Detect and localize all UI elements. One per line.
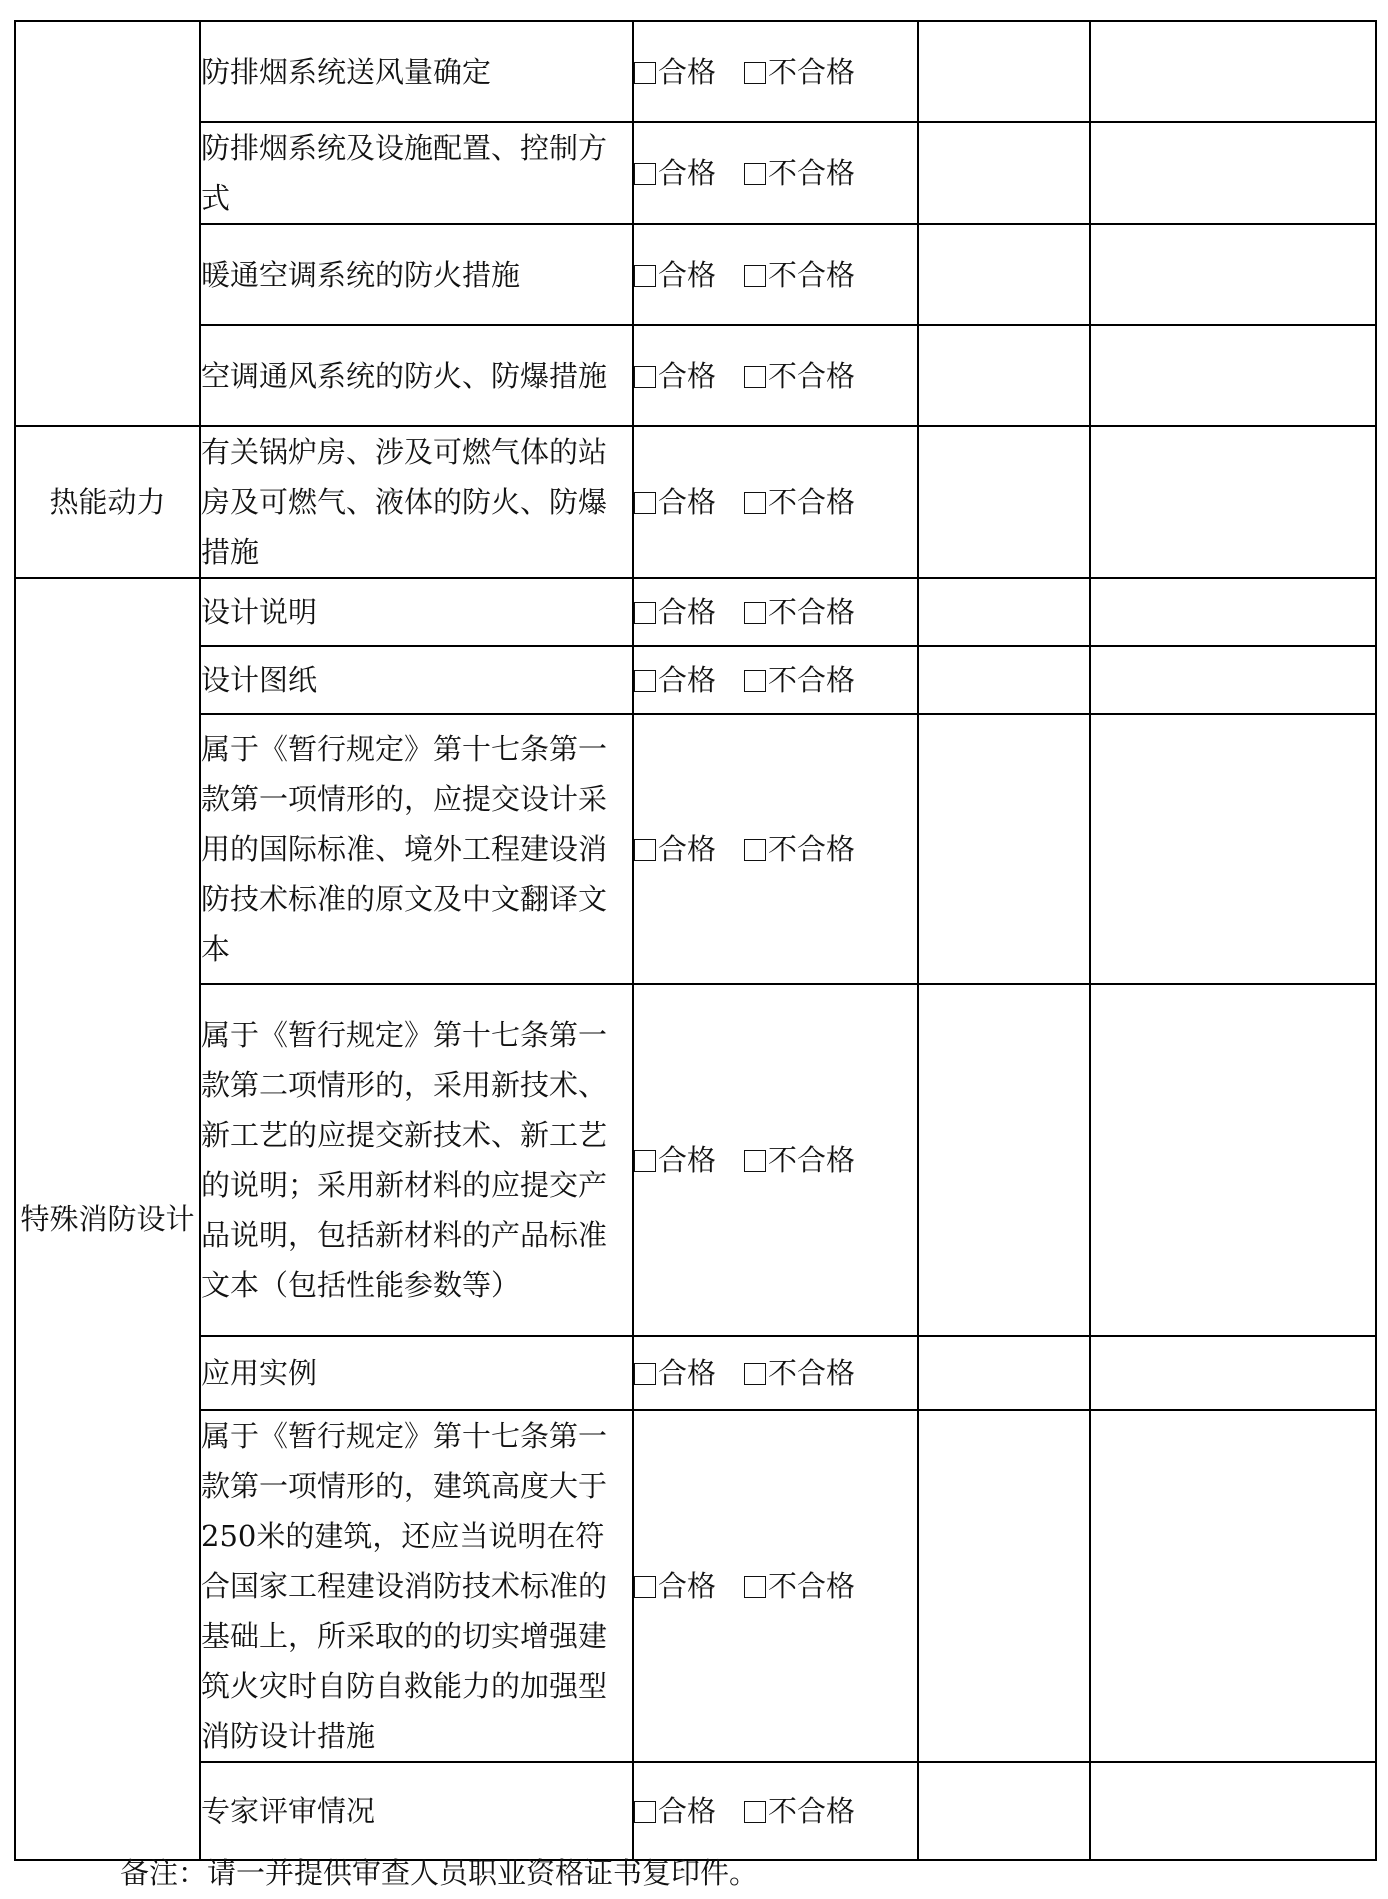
- blank-cell: [918, 1410, 1090, 1762]
- result-cell: [633, 646, 918, 714]
- table-row: [15, 984, 1376, 1336]
- checkbox-icon[interactable]: [634, 602, 656, 624]
- result-cell: [633, 578, 918, 646]
- checkbox-icon[interactable]: [634, 163, 656, 185]
- pass-label: 合格: [658, 832, 717, 866]
- blank-cell: [1090, 646, 1376, 714]
- pass-label: 合格: [658, 1143, 717, 1177]
- fail-label: 不合格: [768, 54, 856, 89]
- pass-option[interactable]: [634, 47, 716, 97]
- item-cell: 防排烟系统及设施配置、控制方式: [200, 122, 633, 224]
- item-cell: 专家评审情况: [200, 1762, 633, 1860]
- pass-option[interactable]: [634, 477, 716, 527]
- blank-cell: [1090, 578, 1376, 646]
- pass-option[interactable]: [634, 250, 716, 300]
- blank-cell: [918, 984, 1090, 1336]
- fail-label: 不合格: [768, 257, 856, 292]
- fail-option[interactable]: [744, 1348, 855, 1398]
- checkbox-icon[interactable]: [634, 492, 656, 514]
- result-cell: [633, 426, 918, 578]
- pass-label: 合格: [658, 156, 717, 190]
- item-cell: 空调通风系统的防火、防爆措施: [200, 325, 633, 426]
- fail-option[interactable]: [744, 250, 855, 300]
- category-cell: 热能动力: [15, 426, 200, 578]
- pass-label: 合格: [658, 54, 717, 89]
- pass-option[interactable]: [634, 1348, 716, 1398]
- checkbox-icon[interactable]: [634, 1801, 656, 1823]
- fail-option[interactable]: [744, 1135, 855, 1185]
- checkbox-icon[interactable]: [744, 366, 766, 388]
- pass-label: 合格: [658, 1356, 717, 1390]
- pass-option[interactable]: [634, 1786, 716, 1836]
- table-row: [15, 224, 1376, 325]
- table-row: [15, 325, 1376, 426]
- fail-option[interactable]: [744, 587, 855, 637]
- fail-label: 不合格: [768, 156, 856, 190]
- result-cell: [633, 224, 918, 325]
- fail-label: 不合格: [768, 1143, 856, 1177]
- result-cell: [633, 1762, 918, 1860]
- blank-cell: [918, 1762, 1090, 1860]
- blank-cell: [918, 426, 1090, 578]
- blank-cell: [918, 578, 1090, 646]
- pass-label: 合格: [658, 663, 717, 697]
- fail-label: 不合格: [768, 832, 856, 866]
- pass-option[interactable]: [634, 824, 716, 874]
- result-cell: [633, 1410, 918, 1762]
- pass-label: 合格: [658, 1569, 717, 1603]
- checkbox-icon[interactable]: [744, 265, 766, 287]
- blank-cell: [1090, 1762, 1376, 1860]
- category-cell: [15, 21, 200, 426]
- blank-cell: [1090, 224, 1376, 325]
- result-cell: [633, 1336, 918, 1410]
- checkbox-icon[interactable]: [634, 839, 656, 861]
- table-row: [15, 646, 1376, 714]
- checkbox-icon[interactable]: [634, 1576, 656, 1598]
- table-row: [15, 1336, 1376, 1410]
- fail-label: 不合格: [768, 595, 856, 629]
- result-cell: [633, 984, 918, 1336]
- table-row: [15, 122, 1376, 224]
- pass-option[interactable]: [634, 1561, 716, 1611]
- blank-cell: [1090, 325, 1376, 426]
- fail-label: 不合格: [768, 485, 856, 519]
- blank-cell: [918, 224, 1090, 325]
- blank-cell: [918, 325, 1090, 426]
- fail-option[interactable]: [744, 824, 855, 874]
- table-row: [15, 426, 1376, 578]
- blank-cell: [1090, 1410, 1376, 1762]
- fail-option[interactable]: [744, 1561, 855, 1611]
- pass-option[interactable]: [634, 148, 716, 198]
- fail-option[interactable]: [744, 351, 855, 401]
- fail-label: 不合格: [768, 1794, 856, 1828]
- item-cell: 属于《暂行规定》第十七条第一款第一项情形的，建筑高度大于250米的建筑，还应当说明在符合国家工程建设消防技术标准的基础上，所采取的的切实增强建筑火灾时自防自救能力的加强型消防设计措施: [200, 1410, 633, 1762]
- fail-label: 不合格: [768, 1569, 856, 1603]
- pass-label: 合格: [658, 358, 717, 393]
- item-cell: 暖通空调系统的防火措施: [200, 224, 633, 325]
- result-cell: [633, 325, 918, 426]
- blank-cell: [918, 714, 1090, 984]
- blank-cell: [1090, 21, 1376, 122]
- blank-cell: [1090, 122, 1376, 224]
- checkbox-icon[interactable]: [744, 670, 766, 692]
- checkbox-icon[interactable]: [744, 163, 766, 185]
- table-row: [15, 21, 1376, 122]
- table-row: [15, 1410, 1376, 1762]
- fail-label: 不合格: [768, 358, 856, 393]
- item-cell: 设计图纸: [200, 646, 633, 714]
- item-cell: 设计说明: [200, 578, 633, 646]
- result-cell: [633, 21, 918, 122]
- fail-option[interactable]: [744, 148, 855, 198]
- category-cell: 特殊消防设计: [15, 578, 200, 1860]
- fail-label: 不合格: [768, 1356, 856, 1390]
- fail-option[interactable]: [744, 655, 855, 705]
- table-row: [15, 578, 1376, 646]
- checkbox-icon[interactable]: [634, 366, 656, 388]
- blank-cell: [1090, 426, 1376, 578]
- pass-label: 合格: [658, 257, 717, 292]
- item-cell: 应用实例: [200, 1336, 633, 1410]
- pass-label: 合格: [658, 1794, 717, 1828]
- pass-option[interactable]: [634, 351, 716, 401]
- blank-cell: [918, 646, 1090, 714]
- blank-cell: [1090, 714, 1376, 984]
- result-cell: [633, 122, 918, 224]
- blank-cell: [918, 1336, 1090, 1410]
- pass-option[interactable]: [634, 587, 716, 637]
- pass-option[interactable]: [634, 1135, 716, 1185]
- item-cell: 属于《暂行规定》第十七条第一款第二项情形的，采用新技术、新工艺的应提交新技术、新工艺的说明；采用新材料的应提交产品说明，包括新材料的产品标准文本（包括性能参数等）: [200, 984, 633, 1336]
- checkbox-icon[interactable]: [744, 492, 766, 514]
- fail-label: 不合格: [768, 663, 856, 697]
- checkbox-icon[interactable]: [744, 839, 766, 861]
- footnote: 备注：请一并提供审查人员职业资格证书复印件。: [120, 1856, 759, 1890]
- pass-option[interactable]: [634, 655, 716, 705]
- checkbox-icon[interactable]: [744, 1801, 766, 1823]
- fail-option[interactable]: [744, 477, 855, 527]
- checkbox-icon[interactable]: [744, 1363, 766, 1385]
- fail-option[interactable]: [744, 47, 855, 97]
- item-cell: 防排烟系统送风量确定: [200, 21, 633, 122]
- result-cell: [633, 714, 918, 984]
- pass-label: 合格: [658, 595, 717, 629]
- blank-cell: [918, 122, 1090, 224]
- checkbox-icon[interactable]: [744, 62, 766, 84]
- fail-option[interactable]: [744, 1786, 855, 1836]
- checkbox-icon[interactable]: [744, 1576, 766, 1598]
- checkbox-icon[interactable]: [744, 1150, 766, 1172]
- checkbox-icon[interactable]: [634, 62, 656, 84]
- table-row: [15, 714, 1376, 984]
- pass-label: 合格: [658, 485, 717, 519]
- item-cell: 有关锅炉房、涉及可燃气体的站房及可燃气、液体的防火、防爆措施: [200, 426, 633, 578]
- checkbox-icon[interactable]: [634, 670, 656, 692]
- table-row: [15, 1762, 1376, 1860]
- checkbox-icon[interactable]: [634, 265, 656, 287]
- checkbox-icon[interactable]: [744, 602, 766, 624]
- checkbox-icon[interactable]: [634, 1363, 656, 1385]
- blank-cell: [1090, 984, 1376, 1336]
- checkbox-icon[interactable]: [634, 1150, 656, 1172]
- blank-cell: [1090, 1336, 1376, 1410]
- blank-cell: [918, 21, 1090, 122]
- review-table: [14, 20, 1377, 1861]
- item-cell: 属于《暂行规定》第十七条第一款第一项情形的，应提交设计采用的国际标准、境外工程建设消防技术标准的原文及中文翻译文本: [200, 714, 633, 984]
